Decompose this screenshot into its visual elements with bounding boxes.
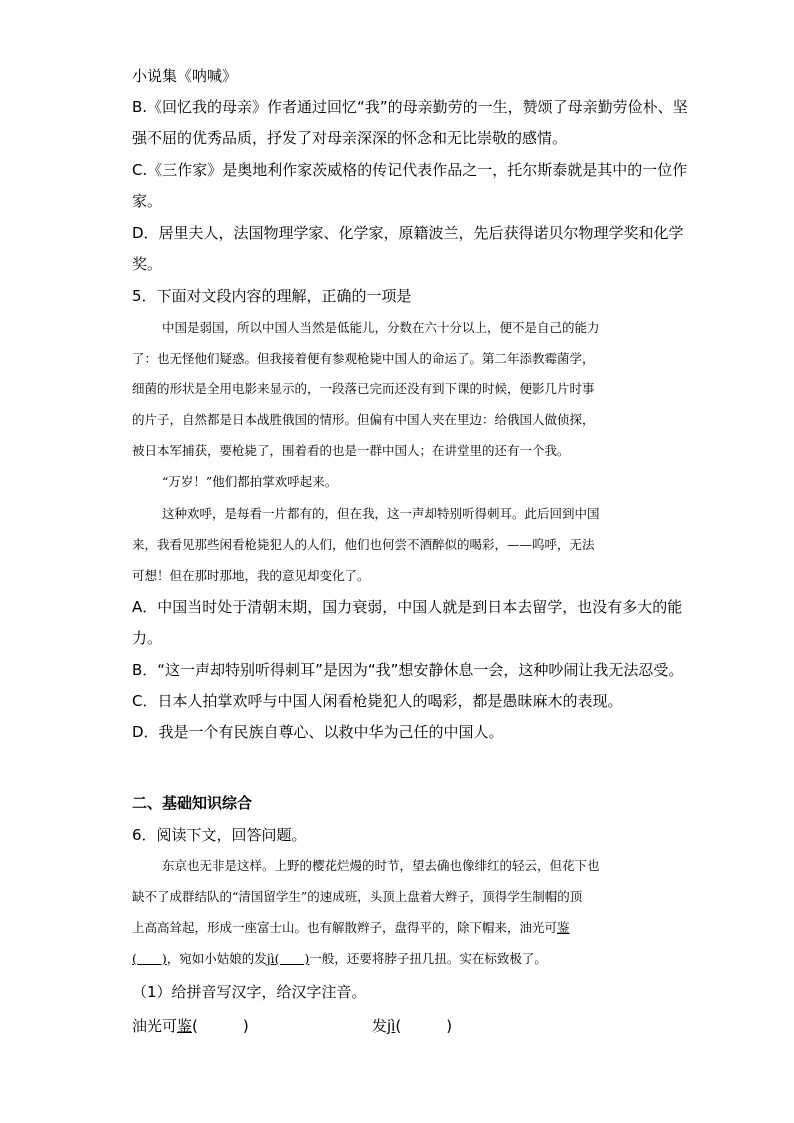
answer-label: 发 (372, 1017, 388, 1035)
sub-question-1: （1）给拼音写汉字，给汉字注音。 (132, 983, 367, 1001)
passage-line: 中国是弱国，所以中国人当然是低能儿，分数在六十分以上，便不是自己的能力 (162, 320, 600, 335)
option-d: D．我是一个有民族自尊心、以救中华为己任的中国人。 (132, 723, 504, 741)
passage-line: 东京也无非是这样。上野的樱花烂熳的时节，望去确也像绯红的轻云，但花下也 (162, 858, 600, 873)
passage-line (132, 949, 547, 969)
underlined-pinyin: jì (266, 951, 275, 966)
option-c-prev: C.《三作家》是奥地利作家茨威格的传记代表作品之一，托尔斯泰就是其中的一位作 (132, 161, 688, 179)
passage-line: 这种欢呼，是每看一片都有的，但在我，这一声却特别听得刺耳。此后回到中国 (162, 506, 600, 521)
passage-line: 被日本军捕获，要枪毙了，围着看的也是一群中国人；在讲堂里的还有一个我。 (132, 443, 570, 458)
text-line: 强不屈的优秀品质，抒发了对母亲深深的怀念和无比崇敬的感情。 (132, 129, 568, 147)
answer-label: 油光可 (132, 1017, 178, 1035)
answer-blank[interactable]: ( ) (395, 1017, 453, 1035)
option-d-prev: D．居里夫人，法国物理学家、化学家，原籍波兰，先后获得诺贝尔物理学奖和化学 (132, 224, 684, 242)
text-line: 奖。 (132, 255, 163, 273)
underlined-char: 鉴 (177, 1017, 193, 1035)
option-b-prev: B.《回忆我的母亲》作者通过回忆“我”的母亲勤劳的一生，赞颂了母亲勤劳俭朴、坚 (132, 98, 688, 116)
text-line: 小说集《呐喊》 (132, 67, 238, 85)
passage-line: 缺不了成群结队的“清国留学生”的速成班，头顶上盘着大辫子，顶得学生制帽的顶 (132, 889, 583, 904)
text-line: 家。 (132, 192, 163, 210)
passage-text: 一般，还要将脖子扭几扭。实在标致极了。 (309, 951, 547, 966)
passage-line: 的片子，自然都是日本战胜俄国的情形。但偏有中国人夹在里边：给俄国人做侦探， (132, 412, 595, 427)
option-a: A．中国当时处于清朝末期，国力衰弱，中国人就是到日本去留学，也没有多大的能 (132, 598, 683, 616)
passage-text: 上高高耸起，形成一座富士山。也有解散辫子，盘得平的，除下帽来，油光可 (132, 920, 558, 935)
answer-blank[interactable]: ( ) (192, 1017, 249, 1035)
passage-line: “万岁！”他们都拍掌欢呼起来。 (162, 474, 338, 489)
passage-line (132, 918, 570, 938)
answer-blank[interactable]: ( ) (132, 951, 167, 966)
answer-blank[interactable]: ( ) (274, 951, 310, 966)
underlined-pinyin: jì (387, 1017, 396, 1035)
question-5-title: 5．下面对文段内容的理解，正确的一项是 (132, 287, 412, 305)
passage-line: 可想！但在那时那地，我的意见却变化了。 (132, 568, 370, 583)
underlined-char: 鉴 (557, 920, 570, 935)
answer-line (372, 1016, 452, 1036)
text-line: 力。 (132, 629, 163, 647)
answer-line (132, 1016, 249, 1036)
passage-line: 细菌的形状是全用电影来显示的，一段落已完而还没有到下课的时候，便影几片时事 (132, 381, 595, 396)
question-6-title: 6．阅读下文，回答问题。 (132, 826, 307, 844)
passage-line: 来，我看见那些闲看枪毙犯人的人们，他们也何尝不酒醉似的喝彩，——呜呼，无法 (132, 537, 595, 552)
option-c: C．日本人拍掌欢呼与中国人闲看枪毙犯人的喝彩，都是愚昧麻木的表现。 (132, 692, 623, 710)
option-b: B．“这一声却特别听得刺耳”是因为“我”想安静休息一会，这种吵闹让我无法忍受。 (132, 661, 684, 679)
passage-text: ，宛如小姑娘的发 (166, 951, 267, 966)
section-heading: 二、基础知识综合 (132, 794, 253, 812)
passage-line: 了：也无怪他们疑惑。但我接着便有参观枪毙中国人的命运了。第二年添教霉菌学， (132, 351, 595, 366)
